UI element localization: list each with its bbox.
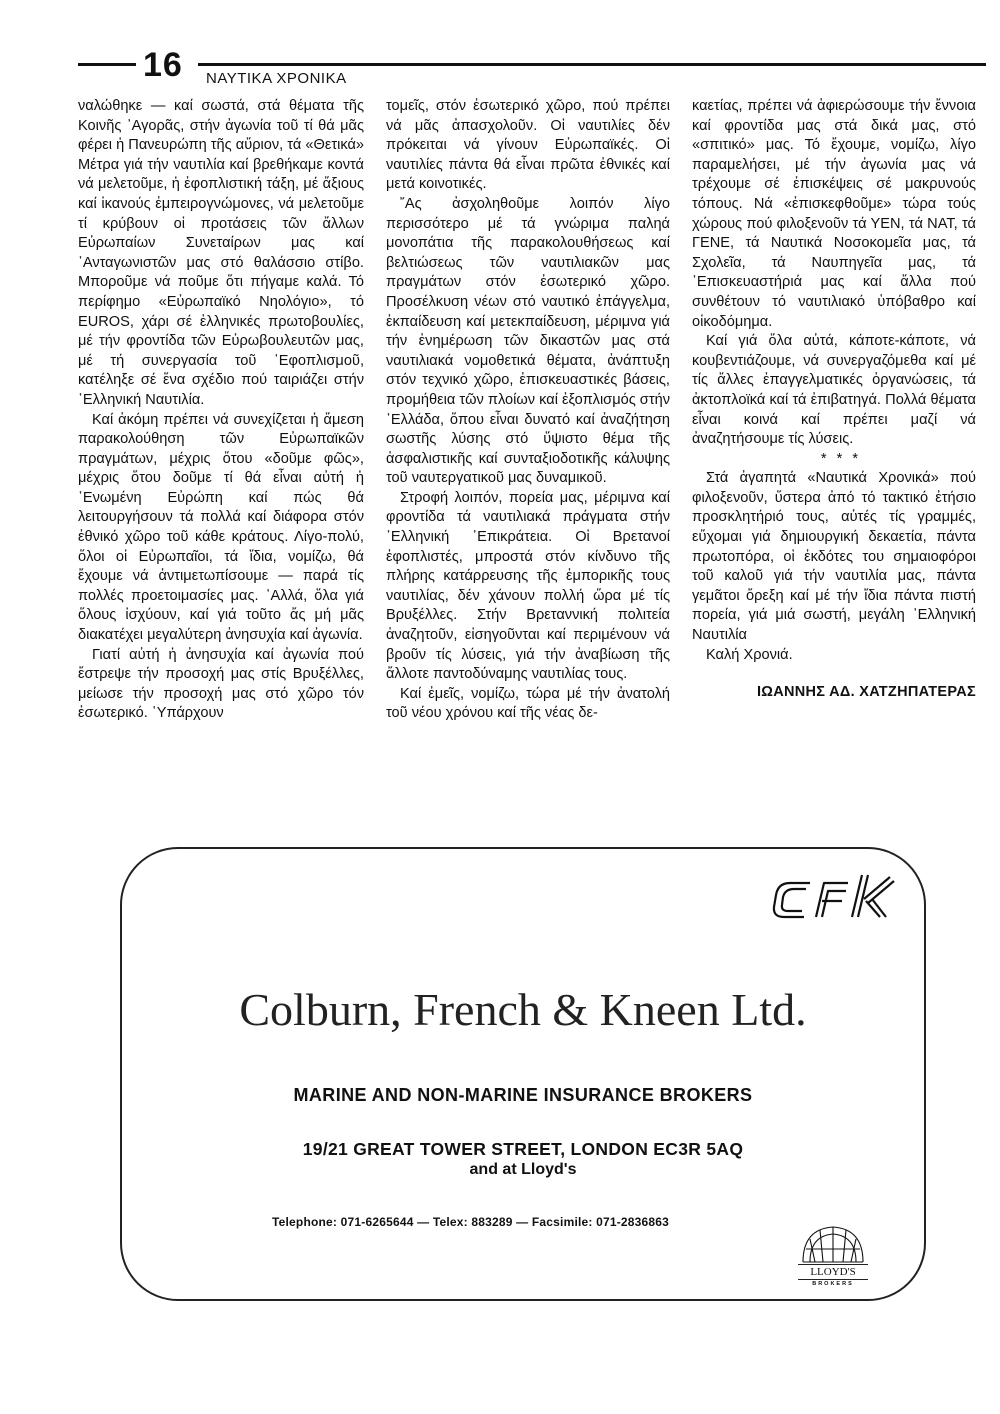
- article-paragraph: ναλώθηκε — καί σωστά, στά θέματα τῆς Κοινῆς ᾿Αγορᾶς, στήν ἀγωνία τοῦ τί θά μᾶς φέρει ἡ Πανευρώπη τῆς αὔριον, τά «Θετικά» Μέτρα γιά τήν ναυτιλία καί βρεθήκαμε κοντά νά μελετοῦμε, ἡ ἐφοπλιστική τάξη, μέ ἄξιους καί ἱκανούς ἐμπειρογνώμονες, νά μελετοῦμε τί κρύβουν οἱ προτάσεις τῶν ἄλλων Εὐρωπαίων Συνεταίρων μας καί ᾿Ανταγωνιστῶν μας στό θαλάσσιο στίβο. Μποροῦμε νά ποῦμε ὅτι πήγαμε καλά. Τό περίφημο «Εὐρωπαϊκό Νηολόγιο», τό EUROS, χάρι σέ ἑλληνικές πρωτοβουλίες, μέ τήν φροντίδα τῶν Εὐρωβουλευτῶν μας, μέ τή συνεργασία τοῦ ᾿Εφοπλισμοῦ, κατέληξε σέ ἕνα σχέδιο πού ταιριάζει στήν ᾿Ελληνική Ναυτιλία.: [78, 98, 364, 408]
- cfk-logo-icon: [772, 869, 897, 924]
- section-separator: * * *: [820, 450, 862, 467]
- publication-title: ΝΑΥΤΙΚΑ ΧΡΟΝΙΚΑ: [206, 70, 347, 87]
- company-address-line2: and at Lloyd's: [469, 1161, 577, 1178]
- lloyds-dome-icon: [798, 1223, 868, 1263]
- lloyds-name: LLOYD'S: [798, 1264, 868, 1280]
- article-column-3: [692, 97, 976, 703]
- company-tagline: MARINE AND NON-MARINE INSURANCE BROKERS: [293, 1085, 753, 1105]
- article-paragraph: καετίας, πρέπει νά ἀφιερώσουμε τήν ἔννοια καί φροντίδα μας στά δικά μας, στό «σπιτικό» μας. Τό ἔχουμε, νομίζω, λίγο παραμελήσει, μέ τήν ἀγωνία μας νά τρέχουμε σέ ἐπισκέψεις σέ μακρυνούς τόπους. Νά «ἐπισκεφθοῦμε» τώρα τούς χώρους πού φιλοξενοῦν τά ΥΕΝ, τά ΝΑΤ, τά ΓΕΝΕ, τά Ναυτικά Νοσοκομεῖα μας, τά Σχολεῖα, τά Ναυπηγεῖα μας, τά ᾿Επισκευαστήριά μας καί ἄλλα πού συνθέτουν τό ναυτιλιακό ὑπόβαθρο καί οἰκοδόμημα.: [692, 98, 976, 330]
- author-signature: ΙΩΑΝΝΗΣ ΑΔ. ΧΑΤΖΗΠΑΤΕΡΑΣ: [756, 684, 976, 701]
- article-paragraph: Καί ἐμεῖς, νομίζω, τώρα μέ τήν ἀνατολή τοῦ νέου χρόνου καί τῆς νέας δε-: [386, 685, 670, 722]
- company-name: Colburn, French & Kneen Ltd.: [239, 984, 807, 1035]
- lloyds-brokers-logo: [798, 1223, 868, 1301]
- header-rule-right: [198, 63, 986, 66]
- article-paragraph: Καλή Χρονιά.: [706, 646, 793, 663]
- lloyds-subtitle: BROKERS: [812, 1281, 854, 1287]
- article-column-1: [78, 97, 364, 724]
- company-contact: Telephone: 071-6265644 — Telex: 883289 — Facsimile: 071-2836863: [272, 1215, 670, 1229]
- article-paragraph: ῎Ας ἀσχοληθοῦμε λοιπόν λίγο περισσότερο μέ τά γνώριμα παληά μονοπάτια τῆς παρακολουθήσεως καί βελτιώσεως τῶν ναυτιλιακῶν μας πραγμάτων στόν ἐσωτερικό χῶρο. Προσέλκυση νέων στό ναυτικό ἐπάγγελμα, ἐκπαίδευση καί μετεκπαίδευση, μέριμνα γιά τήν ἐνημέρωση τῶν δικαστῶν μας στά ναυτιλιακά νομοθετικά θέματα, ἀνάπτυξη στόν τεχνικό χῶρο, ἐπισκευαστικές βάσεις, προμήθεια τῶν πλοίων καί ἐξοπλισμός στήν ᾿Ελλάδα, ὅπου εἶναι δυνατό καί ἀναζήτηση σωστῆς λύσης στό ὕψιστο θέμα τῆς ἀσφαλιστικῆς καί συνταξιοδοτικῆς κάλυψης τοῦ ναυτεργατικοῦ μας δυναμικοῦ.: [386, 195, 670, 487]
- page-number: 16: [143, 46, 183, 84]
- article-paragraph: Στά ἀγαπητά «Ναυτικά Χρονικά» πού φιλοξενοῦν, ὕστερα ἀπό τό τακτικό ἐτήσιο προσκλητήριό τους, αὐτές τίς γραμμές, εὔχομαι γιά δημιουργική δεκαετία, πάντα πρωτοπόρα, οἱ ἐκδότες του σημαιοφόροι τοῦ καλοῦ γιά τήν ναυτιλία μας, πάντα γεμᾶτοι ὄρεξη καί μέ τήν ἴδια πάντα πιστή πορεία, γιά μιά σωστή, μεγάλη ᾿Ελληνική Ναυτιλία: [692, 470, 976, 644]
- article-paragraph: Καί γιά ὅλα αὐτά, κάποτε-κάποτε, νά κουβεντιάζουμε, νά συνεργαζόμεθα καί μέ τίς ἄλλες ἐπαγγελματικές ὀργανώσεις, τά ἀκτοπλοϊκά καί τά ἐπιβατηγά. Πολλά θέματα εἶναι κοινά καί πρέπει μαζί νά ἀναζητήσουμε τίς λύσεις.: [692, 333, 976, 448]
- company-address: 19/21 GREAT TOWER STREET, LONDON EC3R 5AQ: [302, 1139, 744, 1159]
- article-paragraph: τομεῖς, στόν ἐσωτερικό χῶρο, πού πρέπει νά μᾶς ἀπασχολοῦν. Οἱ ναυτιλίες δέν πρόκειται νά γίνουν Εὐρωπαϊκές. Οἱ ναυτιλίες πάντα θά εἶναι πρῶτα ἐθνικές καί μετά κοινοτικές.: [386, 98, 670, 193]
- article-paragraph: Γιατί αὐτή ἡ ἀνησυχία καί ἀγωνία πού ἔστρεψε τήν προσοχή μας στίς Βρυξέλλες, μείωσε τήν προσοχή μας στό χῶρο τόν ἐσωτερικό. ῾Υπάρχουν: [78, 646, 364, 722]
- article-paragraph: Καί ἀκόμη πρέπει νά συνεχίζεται ἡ ἄμεση παρακολούθηση τῶν Εὐρωπαϊκῶν πραγμάτων, μέχρις ὅτου «δοῦμε φῶς», μέχρις ὅτου δοῦμε τί θά εἶναι αὐτή ἡ ᾿Ενωμένη Εὐρώπη καί πώς θά λειτουργήσουν τά πολλά καί διάφορα στόν ἐθνικό χῶρο τοῦ κάθε κράτους. Λίγο-πολύ, ὅλοι οἱ Εὐρωπαῖοι, τά ἴδια, νομίζω, θά ἔχουμε νά ἀντιμετωπίσουμε — παρά τίς πολλές προετοιμασίες μας. ᾿Αλλά, ὅλα γιά ὅλους ἰσχύουν, καί γιά τοῦτο ἄς μή μᾶς διακατέχει μεγαλύτερη ἀνησυχία καί ἀγωνία.: [78, 411, 364, 644]
- article-paragraph: Στροφή λοιπόν, πορεία μας, μέριμνα καί φροντίδα τά ναυτιλιακά πράγματα στήν ᾿Ελληνική ᾿Επικράτεια. Οἱ Βρετανοί ἐφοπλιστές, μπροστά στόν κίνδυνο τῆς πλήρης κατάρρευσης τῆς ἐμπορικῆς τους ναυτιλίας, δέν χάνουν πολλή ὥρα μέ τίς Βρυξέλλες. Στήν Βρεταννική πολιτεία ἀναζητοῦν, εἰσηγοῦνται καί περιμένουν νά βροῦν τίς λύσεις, γιά τήν ἀναβίωση τῆς ἄλλοτε παντοδύναμης ναυτιλίας τους.: [386, 489, 670, 683]
- header-rule-left: [78, 63, 136, 66]
- article-column-2: [386, 97, 670, 724]
- advertisement-box: [120, 847, 926, 1301]
